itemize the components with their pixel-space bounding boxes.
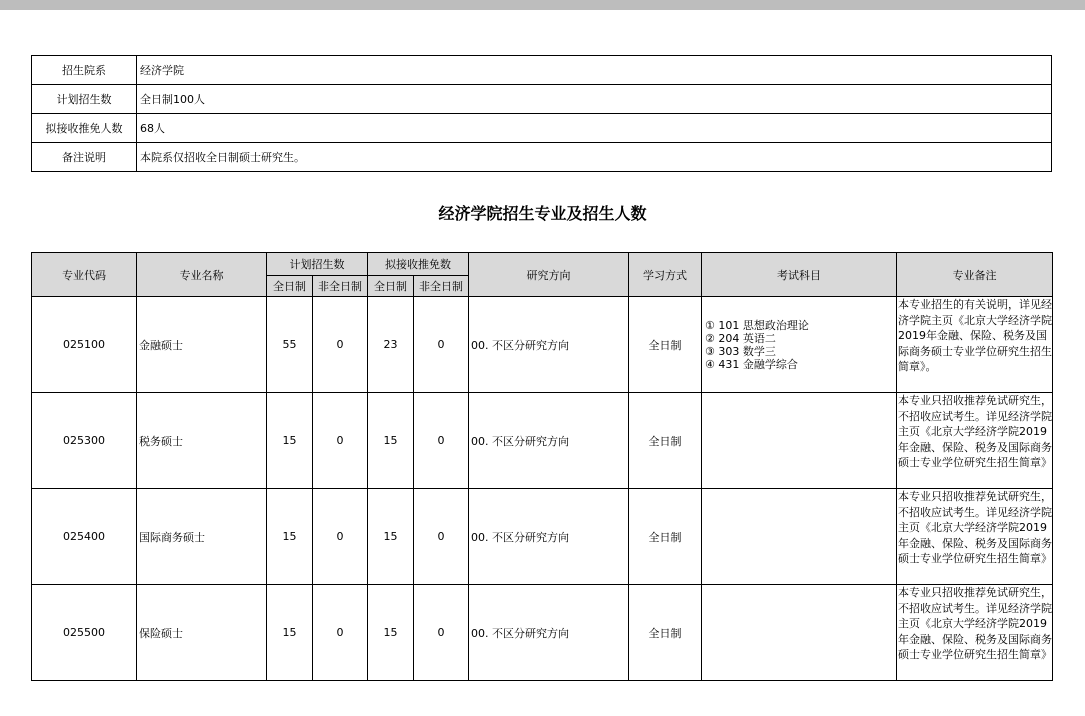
study-mode: 全日制 [629,393,702,489]
exam-subject: ③ 303 数学三 [705,344,776,358]
exam-subjects [702,489,897,585]
exam-subjects [702,297,897,393]
header-direction: 研究方向 [469,253,629,297]
exam-subjects [702,585,897,681]
header-row [32,253,1053,276]
exempt-part: 0 [414,297,469,393]
info-row [32,56,1052,85]
exempt-full: 23 [368,297,414,393]
header-plan: 计划招生数 [267,253,368,276]
exam-subject: ④ 431 金融学综合 [705,357,798,371]
program-note: 本专业只招收推荐免试研究生，不招收应试考生。详见经济学院主页《北京大学经济学院2019年金融、保险、税务及国际商务硕士专业学位研究生招生简章》 [897,585,1053,681]
research-direction: 00. 不区分研究方向 [469,393,629,489]
program-name: 金融硕士 [137,297,267,393]
info-row [32,114,1052,143]
program-code: 025400 [32,489,137,585]
header-name: 专业名称 [137,253,267,297]
program-name: 税务硕士 [137,393,267,489]
plan-full: 15 [267,489,313,585]
info-value: 经济学院 [137,56,1052,85]
plan-full: 55 [267,297,313,393]
header-exempt-full: 全日制 [368,276,414,297]
header-exam: 考试科目 [702,253,897,297]
program-note: 本专业只招收推荐免试研究生，不招收应试考生。详见经济学院主页《北京大学经济学院2019年金融、保险、税务及国际商务硕士专业学位研究生招生简章》 [897,489,1053,585]
info-label: 拟接收推免人数 [32,114,137,143]
info-label: 招生院系 [32,56,137,85]
table-row [32,489,1053,585]
table-row [32,297,1053,393]
table-row [32,393,1053,489]
exempt-part: 0 [414,393,469,489]
info-value: 全日制100人 [137,85,1052,114]
programs-table [31,252,1053,681]
research-direction: 00. 不区分研究方向 [469,297,629,393]
study-mode: 全日制 [629,297,702,393]
study-mode: 全日制 [629,585,702,681]
table-row [32,585,1053,681]
plan-full: 15 [267,585,313,681]
exempt-full: 15 [368,393,414,489]
exempt-full: 15 [368,489,414,585]
research-direction: 00. 不区分研究方向 [469,489,629,585]
exam-subject: ② 204 英语二 [705,331,776,345]
plan-part: 0 [313,489,368,585]
plan-part: 0 [313,393,368,489]
header-plan-part: 非全日制 [313,276,368,297]
info-row [32,85,1052,114]
info-row [32,143,1052,172]
exempt-part: 0 [414,489,469,585]
exempt-part: 0 [414,585,469,681]
plan-part: 0 [313,585,368,681]
program-name: 国际商务硕士 [137,489,267,585]
program-name: 保险硕士 [137,585,267,681]
info-label: 计划招生数 [32,85,137,114]
header-note: 专业备注 [897,253,1053,297]
header-exempt: 拟接收推免数 [368,253,469,276]
info-value: 本院系仅招收全日制硕士研究生。 [137,143,1052,172]
info-value: 68人 [137,114,1052,143]
program-code: 025500 [32,585,137,681]
header-mode: 学习方式 [629,253,702,297]
exam-subject: ① 101 思想政治理论 [705,318,809,332]
department-info-table [31,55,1052,172]
exam-subjects [702,393,897,489]
header-code: 专业代码 [32,253,137,297]
info-label: 备注说明 [32,143,137,172]
program-note: 本专业只招收推荐免试研究生，不招收应试考生。详见经济学院主页《北京大学经济学院2019年金融、保险、税务及国际商务硕士专业学位研究生招生简章》 [897,393,1053,489]
program-code: 025300 [32,393,137,489]
plan-full: 15 [267,393,313,489]
exempt-full: 15 [368,585,414,681]
header-plan-full: 全日制 [267,276,313,297]
top-bar [0,0,1085,10]
page-title: 经济学院招生专业及招生人数 [438,204,647,223]
research-direction: 00. 不区分研究方向 [469,585,629,681]
program-code: 025100 [32,297,137,393]
program-note: 本专业招生的有关说明，详见经济学院主页《北京大学经济学院2019年金融、保险、税务及国际商务硕士专业学位研究生招生简章》。 [897,297,1053,393]
study-mode: 全日制 [629,489,702,585]
header-exempt-part: 非全日制 [414,276,469,297]
plan-part: 0 [313,297,368,393]
